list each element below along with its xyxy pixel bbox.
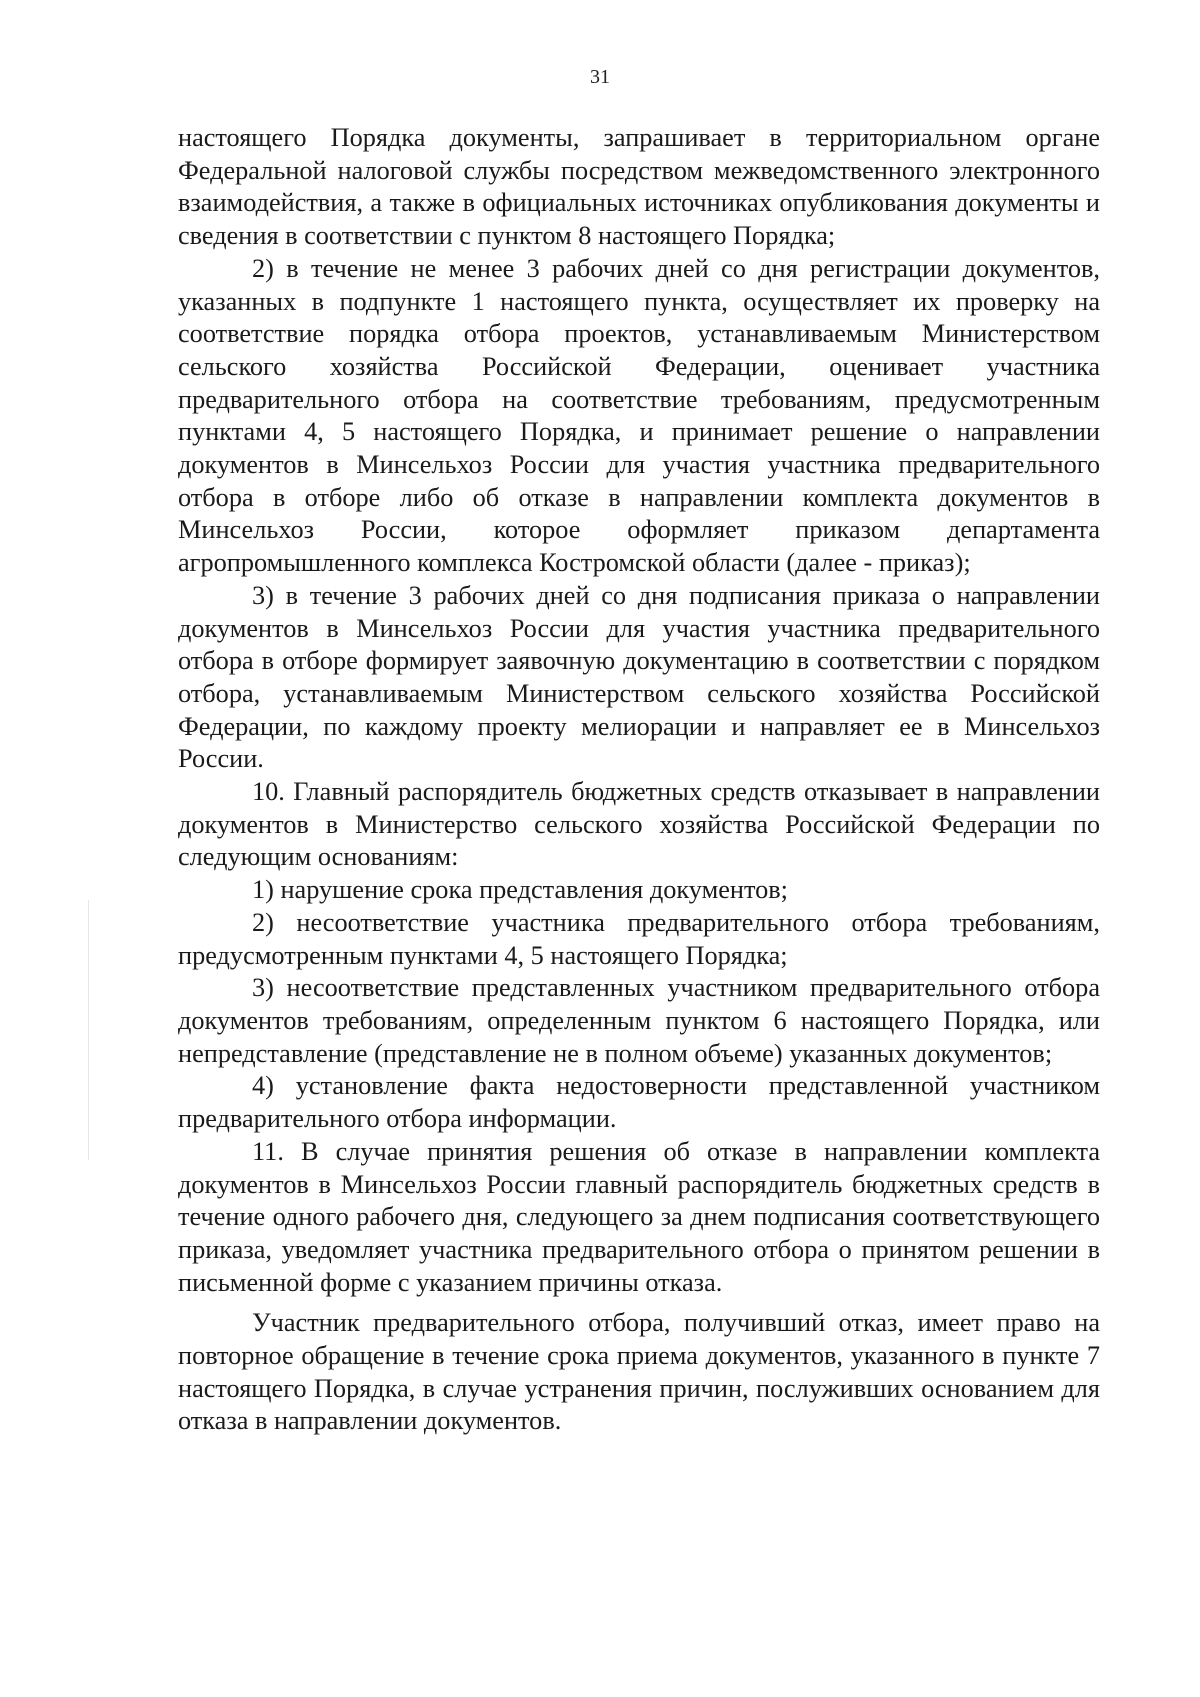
document-body: [178, 122, 1100, 1438]
paragraph-resubmission-right: Участник предварительного отбора, получивший отказ, имеет право на повторное обращение в течение срока приема документов, указанного в пункте 7 настоящего Порядка, в случае устранения причин, послуживших основанием для отказа в направлении документов.: [178, 1308, 1100, 1436]
paragraph-item-10-reason-2: 2) несоответствие участника предварительного отбора требованиям, предусмотренным пунктами 4, 5 настоящего Порядка;: [178, 907, 1100, 970]
paragraph-item-10: 10. Главный распорядитель бюджетных средств отказывает в направлении документов в Министерство сельского хозяйства Российской Федерации по следующим основаниям:: [178, 777, 1100, 872]
paragraph-continuation: настоящего Порядка документы, запрашивает в территориальном органе Федеральной налоговой службы посредством межведомственного электронного взаимодействия, а также в официальных источниках опубликования документы и сведения в соответствии с пунктом 8 настоящего Порядка;: [178, 123, 1100, 251]
scan-artifact-line: [88, 900, 89, 1160]
paragraph-item-10-reason-4: 4) установление факта недостоверности представленной участником предварительного отбора информации.: [178, 1071, 1100, 1134]
paragraph-item-10-reason-3: 3) несоответствие представленных участником предварительного отбора документов требованиям, определенным пунктом 6 настоящего Порядка, или непредставление (представление не в полном объеме) указанных документов;: [178, 973, 1100, 1068]
page-number: 31: [590, 66, 610, 88]
paragraph-item-11: 11. В случае принятия решения об отказе в направлении комплекта документов в Минсельхоз России главный распорядитель бюджетных средств в течение одного рабочего дня, следующего за днем подписания соответствующего приказа, уведомляет участника предварительного отбора о принятом решении в письменной форме с указанием причины отказа.: [178, 1136, 1100, 1297]
paragraph-subitem-3: 3) в течение 3 рабочих дней со дня подписания приказа о направлении документов в Минсельхоз России для участия участника предварительного отбора в отборе формирует заявочную документацию в соответствии с порядком отбора, устанавливаемым Министерством сельского хозяйства Российской Федерации, по каждому проекту мелиорации и направляет ее в Минсельхоз России.: [178, 580, 1100, 774]
paragraph-subitem-2: 2) в течение не менее 3 рабочих дней со дня регистрации документов, указанных в подпункте 1 настоящего пункта, осуществляет их проверку на соответствие порядка отбора проектов, устанавливаемым Министерством сельского хозяйства Российской Федерации, оценивает участника предварительного отбора на соответствие требованиям, предусмотренным пунктами 4, 5 настоящего Порядка, и принимает решение о направлении документов в Минсельхоз России для участия участника предварительного отбора в отборе либо об отказе в направлении комплекта документов в Минсельхоз России, которое оформляет приказом департамента агропромышленного комплекса Костромской области (далее - приказ);: [178, 253, 1100, 578]
paragraph-item-10-reason-1: 1) нарушение срока представления документов;: [252, 875, 788, 905]
